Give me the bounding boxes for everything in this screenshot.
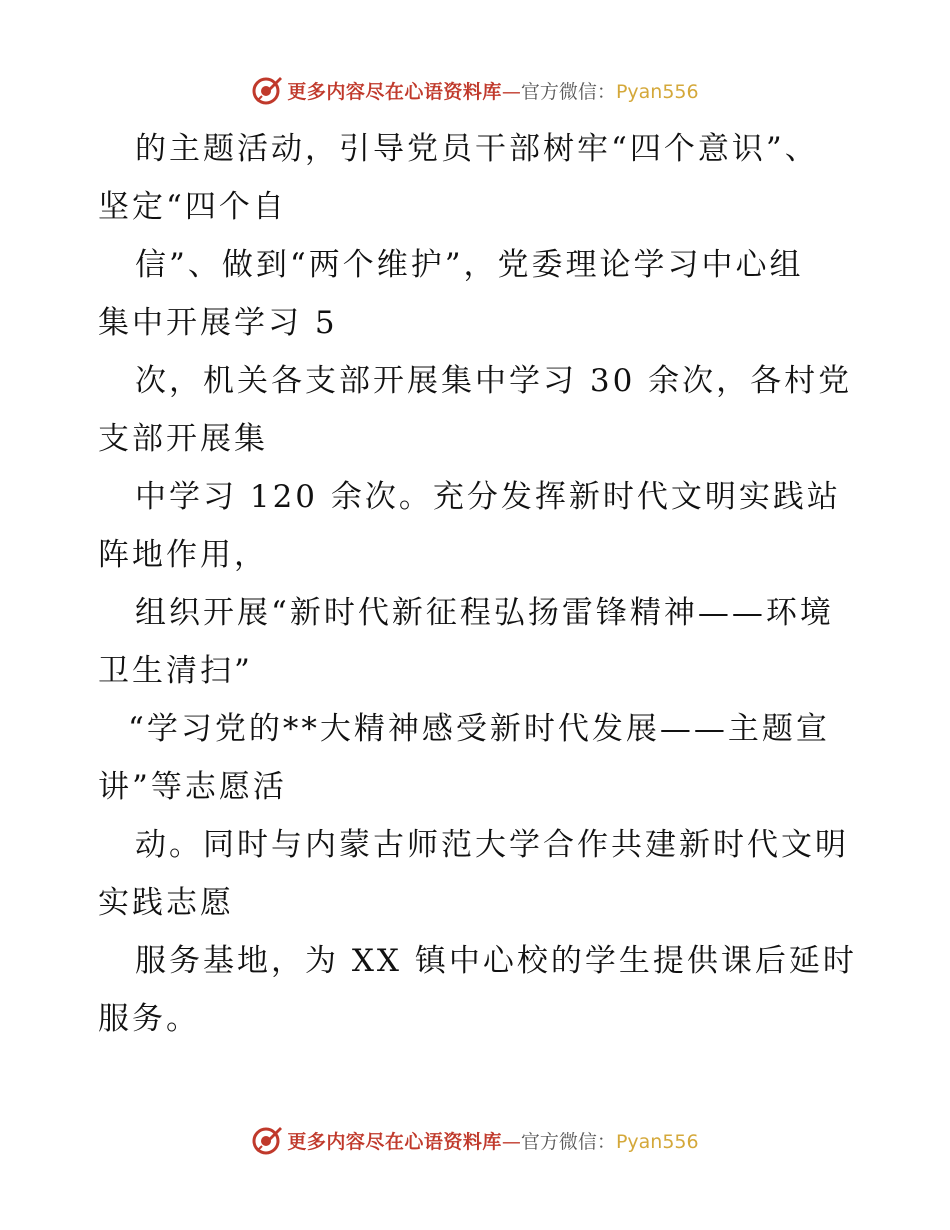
text-line: 组织开展“新时代新征程弘扬雷锋精神——环境 [135,595,834,631]
red-seal-pen-icon [251,1124,283,1156]
banner-text [287,77,698,104]
text-line: 服务基地，为 XX 镇中心校的学生提供课后延时 [135,943,857,979]
document-body [98,120,858,1048]
text-line: 服务。 [98,1001,200,1037]
wechat-id: Pyan556 [615,1130,699,1153]
text-line: 次，机关各支部开展集中学习 30 余次，各村党 [135,363,853,399]
footer-banner [0,1120,950,1160]
text-line: 实践志愿 [98,885,234,921]
banner-dash: — [501,1130,521,1153]
text-line: 阵地作用， [98,537,268,573]
library-name: 更多内容尽在心语资料库 [287,80,502,103]
text-line: 信”、做到“两个维护”，党委理论学习中心组 [135,247,804,283]
red-seal-pen-icon [251,74,283,106]
wechat-id: Pyan556 [615,80,699,103]
text-line: 动。同时与内蒙古师范大学合作共建新时代文明 [135,827,849,863]
text-line: 讲”等志愿活 [98,769,287,805]
banner-dash: — [501,80,521,103]
header-banner [0,70,950,110]
wechat-label: 官方微信： [520,80,616,103]
text-line: 的主题活动，引导党员干部树牢“四个意识”、 [135,131,819,167]
banner-text [287,1127,698,1154]
text-line: 支部开展集 [98,421,268,457]
text-line: 坚定“四个自 [98,189,287,225]
text-line: 中学习 120 余次。充分发挥新时代文明实践站 [135,479,841,515]
text-line: 集中开展学习 5 [98,305,338,341]
text-line: “学习党的**大精神感受新时代发展——主题宣 [128,711,830,747]
library-name: 更多内容尽在心语资料库 [287,1130,502,1153]
text-line: 卫生清扫” [98,653,253,689]
wechat-label: 官方微信： [520,1130,616,1153]
